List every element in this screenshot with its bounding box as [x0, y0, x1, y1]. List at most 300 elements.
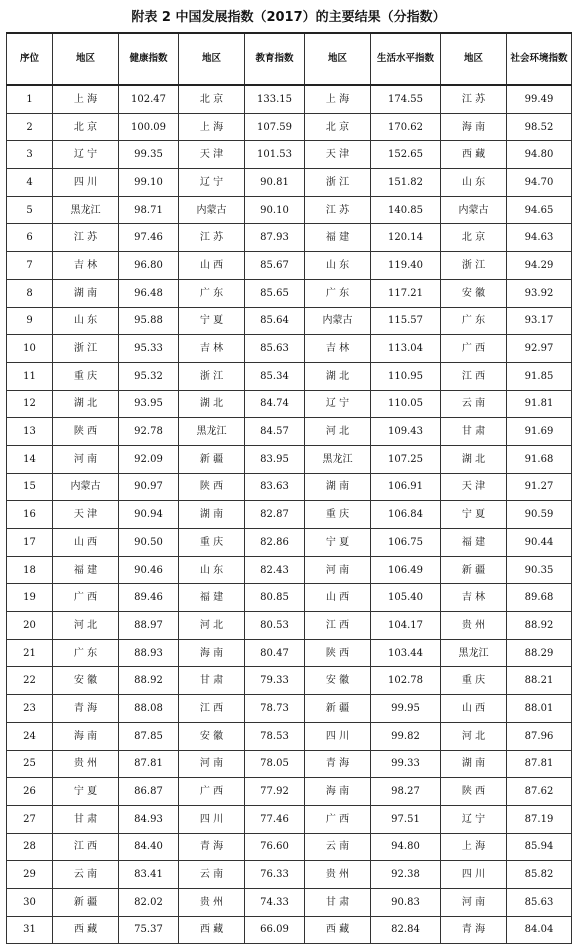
index-table	[6, 32, 572, 944]
region-cell: 青 海	[305, 750, 371, 778]
living-standard-index-cell: 170.62	[371, 113, 441, 141]
health-index-cell: 93.95	[119, 390, 179, 418]
region-cell: 甘 肃	[305, 888, 371, 916]
region-cell: 湖 南	[441, 750, 507, 778]
region-cell: 天 津	[305, 141, 371, 169]
region-cell: 西 藏	[305, 916, 371, 944]
rank-cell: 17	[7, 529, 53, 557]
region-cell: 江 苏	[441, 85, 507, 113]
education-index-cell: 90.81	[245, 169, 305, 197]
social-environment-index-cell: 87.62	[507, 778, 572, 806]
region-cell: 宁 夏	[305, 529, 371, 557]
region-cell: 江 西	[441, 362, 507, 390]
region-cell: 安 徽	[179, 722, 245, 750]
education-index-cell: 78.73	[245, 695, 305, 723]
region-cell: 吉 林	[305, 335, 371, 363]
region-cell: 青 海	[441, 916, 507, 944]
region-header: 地区	[441, 33, 507, 85]
education-index-cell: 107.59	[245, 113, 305, 141]
region-cell: 安 徽	[441, 279, 507, 307]
region-cell: 黑龙江	[179, 418, 245, 446]
region-cell: 新 疆	[53, 888, 119, 916]
rank-cell: 10	[7, 335, 53, 363]
social-environment-index-cell: 94.29	[507, 252, 572, 280]
education-index-header: 教育指数	[245, 33, 305, 85]
rank-cell: 2	[7, 113, 53, 141]
region-header: 地区	[53, 33, 119, 85]
rank-cell: 7	[7, 252, 53, 280]
living-standard-index-cell: 102.78	[371, 667, 441, 695]
social-environment-index-cell: 88.29	[507, 639, 572, 667]
education-index-cell: 80.53	[245, 612, 305, 640]
living-standard-index-cell: 94.80	[371, 833, 441, 861]
health-index-cell: 75.37	[119, 916, 179, 944]
region-cell: 湖 北	[53, 390, 119, 418]
region-cell: 陕 西	[53, 418, 119, 446]
social-environment-index-cell: 84.04	[507, 916, 572, 944]
social-environment-index-cell: 85.63	[507, 888, 572, 916]
region-cell: 江 西	[305, 612, 371, 640]
social-environment-index-cell: 88.92	[507, 612, 572, 640]
region-cell: 云 南	[441, 390, 507, 418]
table-header	[7, 33, 572, 85]
region-cell: 浙 江	[305, 169, 371, 197]
region-cell: 山 西	[305, 584, 371, 612]
living-standard-index-cell: 120.14	[371, 224, 441, 252]
table-title: 附表 2 中国发展指数（2017）的主要结果（分指数）	[131, 10, 446, 25]
social-environment-index-cell: 90.35	[507, 556, 572, 584]
region-cell: 贵 州	[179, 888, 245, 916]
region-cell: 山 东	[179, 556, 245, 584]
region-cell: 天 津	[179, 141, 245, 169]
health-index-cell: 98.71	[119, 196, 179, 224]
living-standard-index-cell: 104.17	[371, 612, 441, 640]
health-index-cell: 87.81	[119, 750, 179, 778]
region-cell: 内蒙古	[441, 196, 507, 224]
health-index-cell: 90.97	[119, 473, 179, 501]
region-cell: 山 东	[53, 307, 119, 335]
education-index-cell: 76.60	[245, 833, 305, 861]
social-environment-index-cell: 99.49	[507, 85, 572, 113]
region-cell: 广 西	[305, 805, 371, 833]
table-row	[7, 335, 572, 363]
region-cell: 山 西	[441, 695, 507, 723]
region-cell: 山 东	[305, 252, 371, 280]
education-index-cell: 83.63	[245, 473, 305, 501]
region-cell: 河 南	[53, 445, 119, 473]
health-index-cell: 83.41	[119, 861, 179, 889]
table-row	[7, 916, 572, 944]
region-cell: 海 南	[305, 778, 371, 806]
region-cell: 广 东	[305, 279, 371, 307]
region-cell: 湖 北	[441, 445, 507, 473]
education-index-cell: 83.95	[245, 445, 305, 473]
rank-cell: 19	[7, 584, 53, 612]
region-cell: 北 京	[305, 113, 371, 141]
rank-cell: 11	[7, 362, 53, 390]
rank-cell: 13	[7, 418, 53, 446]
living-standard-index-cell: 82.84	[371, 916, 441, 944]
education-index-cell: 79.33	[245, 667, 305, 695]
region-cell: 湖 南	[305, 473, 371, 501]
region-cell: 贵 州	[441, 612, 507, 640]
table-row	[7, 750, 572, 778]
table-row	[7, 362, 572, 390]
region-cell: 云 南	[53, 861, 119, 889]
social-environment-index-cell: 94.70	[507, 169, 572, 197]
education-index-cell: 101.53	[245, 141, 305, 169]
region-cell: 广 西	[179, 778, 245, 806]
education-index-cell: 84.57	[245, 418, 305, 446]
region-cell: 福 建	[53, 556, 119, 584]
living-standard-index-cell: 90.83	[371, 888, 441, 916]
social-environment-index-cell: 91.68	[507, 445, 572, 473]
region-cell: 甘 肃	[179, 667, 245, 695]
region-cell: 海 南	[179, 639, 245, 667]
region-cell: 辽 宁	[53, 141, 119, 169]
table-row	[7, 556, 572, 584]
region-cell: 四 川	[305, 722, 371, 750]
table-row	[7, 113, 572, 141]
region-cell: 上 海	[441, 833, 507, 861]
region-cell: 上 海	[179, 113, 245, 141]
rank-cell: 4	[7, 169, 53, 197]
region-cell: 重 庆	[53, 362, 119, 390]
region-cell: 湖 北	[305, 362, 371, 390]
social-environment-index-cell: 94.63	[507, 224, 572, 252]
rank-cell: 8	[7, 279, 53, 307]
region-cell: 陕 西	[441, 778, 507, 806]
region-cell: 海 南	[441, 113, 507, 141]
social-environment-index-cell: 89.68	[507, 584, 572, 612]
living-standard-index-cell: 99.95	[371, 695, 441, 723]
education-index-cell: 77.92	[245, 778, 305, 806]
region-cell: 河 北	[441, 722, 507, 750]
living-standard-index-cell: 106.91	[371, 473, 441, 501]
region-cell: 西 藏	[441, 141, 507, 169]
region-cell: 浙 江	[53, 335, 119, 363]
social-environment-index-cell: 90.59	[507, 501, 572, 529]
region-cell: 黑龙江	[305, 445, 371, 473]
education-index-cell: 82.43	[245, 556, 305, 584]
region-cell: 吉 林	[179, 335, 245, 363]
education-index-cell: 80.85	[245, 584, 305, 612]
health-index-cell: 95.33	[119, 335, 179, 363]
region-cell: 广 东	[53, 639, 119, 667]
living-standard-index-cell: 103.44	[371, 639, 441, 667]
living-standard-index-cell: 99.33	[371, 750, 441, 778]
table-body	[7, 85, 572, 944]
living-standard-index-header: 生活水平指数	[371, 33, 441, 85]
education-index-cell: 80.47	[245, 639, 305, 667]
region-cell: 湖 南	[179, 501, 245, 529]
region-cell: 四 川	[441, 861, 507, 889]
health-index-cell: 95.88	[119, 307, 179, 335]
region-cell: 云 南	[305, 833, 371, 861]
region-cell: 广 西	[441, 335, 507, 363]
health-index-cell: 84.93	[119, 805, 179, 833]
rank-cell: 5	[7, 196, 53, 224]
rank-cell: 20	[7, 612, 53, 640]
region-cell: 贵 州	[305, 861, 371, 889]
region-cell: 吉 林	[53, 252, 119, 280]
region-cell: 陕 西	[179, 473, 245, 501]
region-cell: 贵 州	[53, 750, 119, 778]
region-cell: 宁 夏	[179, 307, 245, 335]
health-index-cell: 100.09	[119, 113, 179, 141]
table-row	[7, 529, 572, 557]
living-standard-index-cell: 106.49	[371, 556, 441, 584]
education-index-cell: 87.93	[245, 224, 305, 252]
education-index-cell: 78.53	[245, 722, 305, 750]
social-environment-index-cell: 93.92	[507, 279, 572, 307]
region-cell: 安 徽	[53, 667, 119, 695]
table-row	[7, 85, 572, 113]
region-cell: 河 南	[441, 888, 507, 916]
social-environment-index-cell: 94.80	[507, 141, 572, 169]
region-cell: 浙 江	[441, 252, 507, 280]
social-environment-index-cell: 88.01	[507, 695, 572, 723]
table-row	[7, 584, 572, 612]
health-index-cell: 96.80	[119, 252, 179, 280]
region-cell: 宁 夏	[441, 501, 507, 529]
health-index-cell: 88.92	[119, 667, 179, 695]
region-cell: 四 川	[53, 169, 119, 197]
living-standard-index-cell: 113.04	[371, 335, 441, 363]
education-index-cell: 78.05	[245, 750, 305, 778]
region-cell: 四 川	[179, 805, 245, 833]
living-standard-index-cell: 99.82	[371, 722, 441, 750]
region-cell: 黑龙江	[441, 639, 507, 667]
health-index-cell: 88.08	[119, 695, 179, 723]
social-environment-index-cell: 87.19	[507, 805, 572, 833]
rank-header: 序位	[7, 33, 53, 85]
health-index-cell: 90.46	[119, 556, 179, 584]
table-row	[7, 805, 572, 833]
region-cell: 山 西	[53, 529, 119, 557]
region-cell: 福 建	[441, 529, 507, 557]
rank-cell: 14	[7, 445, 53, 473]
region-cell: 辽 宁	[441, 805, 507, 833]
region-cell: 山 西	[179, 252, 245, 280]
rank-cell: 25	[7, 750, 53, 778]
rank-cell: 21	[7, 639, 53, 667]
social-environment-index-cell: 88.21	[507, 667, 572, 695]
health-index-cell: 88.93	[119, 639, 179, 667]
health-index-cell: 84.40	[119, 833, 179, 861]
region-cell: 甘 肃	[53, 805, 119, 833]
region-cell: 内蒙古	[179, 196, 245, 224]
table-row	[7, 501, 572, 529]
table-row	[7, 667, 572, 695]
region-cell: 福 建	[305, 224, 371, 252]
table-row	[7, 833, 572, 861]
health-index-cell: 99.10	[119, 169, 179, 197]
rank-cell: 3	[7, 141, 53, 169]
living-standard-index-cell: 97.51	[371, 805, 441, 833]
table-row	[7, 695, 572, 723]
region-cell: 青 海	[53, 695, 119, 723]
social-environment-index-cell: 90.44	[507, 529, 572, 557]
health-index-header: 健康指数	[119, 33, 179, 85]
social-environment-index-cell: 98.52	[507, 113, 572, 141]
table-row	[7, 861, 572, 889]
table-row	[7, 778, 572, 806]
social-environment-index-cell: 91.81	[507, 390, 572, 418]
table-row	[7, 639, 572, 667]
education-index-cell: 77.46	[245, 805, 305, 833]
region-cell: 广 西	[53, 584, 119, 612]
region-cell: 上 海	[53, 85, 119, 113]
rank-cell: 30	[7, 888, 53, 916]
table-row	[7, 612, 572, 640]
region-cell: 重 庆	[179, 529, 245, 557]
health-index-cell: 92.09	[119, 445, 179, 473]
region-cell: 新 疆	[305, 695, 371, 723]
living-standard-index-cell: 140.85	[371, 196, 441, 224]
region-cell: 天 津	[53, 501, 119, 529]
region-cell: 西 藏	[179, 916, 245, 944]
living-standard-index-cell: 174.55	[371, 85, 441, 113]
region-cell: 吉 林	[441, 584, 507, 612]
social-environment-index-cell: 94.65	[507, 196, 572, 224]
rank-cell: 26	[7, 778, 53, 806]
health-index-cell: 97.46	[119, 224, 179, 252]
health-index-cell: 99.35	[119, 141, 179, 169]
region-cell: 福 建	[179, 584, 245, 612]
table-row	[7, 307, 572, 335]
education-index-cell: 76.33	[245, 861, 305, 889]
region-cell: 安 徽	[305, 667, 371, 695]
region-cell: 广 东	[441, 307, 507, 335]
social-environment-index-cell: 93.17	[507, 307, 572, 335]
living-standard-index-cell: 117.21	[371, 279, 441, 307]
health-index-cell: 96.48	[119, 279, 179, 307]
region-cell: 北 京	[53, 113, 119, 141]
region-cell: 辽 宁	[305, 390, 371, 418]
health-index-cell: 90.50	[119, 529, 179, 557]
region-header: 地区	[179, 33, 245, 85]
health-index-cell: 95.32	[119, 362, 179, 390]
health-index-cell: 86.87	[119, 778, 179, 806]
region-cell: 江 苏	[179, 224, 245, 252]
health-index-cell: 82.02	[119, 888, 179, 916]
living-standard-index-cell: 98.27	[371, 778, 441, 806]
living-standard-index-cell: 106.75	[371, 529, 441, 557]
region-cell: 河 北	[305, 418, 371, 446]
rank-cell: 22	[7, 667, 53, 695]
rank-cell: 12	[7, 390, 53, 418]
living-standard-index-cell: 110.95	[371, 362, 441, 390]
education-index-cell: 85.67	[245, 252, 305, 280]
rank-cell: 24	[7, 722, 53, 750]
rank-cell: 28	[7, 833, 53, 861]
table-row	[7, 722, 572, 750]
social-environment-index-header: 社会环境指数	[507, 33, 572, 85]
table-row	[7, 141, 572, 169]
region-cell: 山 东	[441, 169, 507, 197]
rank-cell: 9	[7, 307, 53, 335]
region-cell: 湖 北	[179, 390, 245, 418]
living-standard-index-cell: 115.57	[371, 307, 441, 335]
social-environment-index-cell: 87.81	[507, 750, 572, 778]
region-cell: 湖 南	[53, 279, 119, 307]
region-cell: 新 疆	[179, 445, 245, 473]
region-cell: 黑龙江	[53, 196, 119, 224]
table-row	[7, 473, 572, 501]
region-cell: 河 南	[305, 556, 371, 584]
living-standard-index-cell: 106.84	[371, 501, 441, 529]
health-index-cell: 92.78	[119, 418, 179, 446]
region-cell: 青 海	[179, 833, 245, 861]
social-environment-index-cell: 92.97	[507, 335, 572, 363]
health-index-cell: 90.94	[119, 501, 179, 529]
table-row	[7, 196, 572, 224]
social-environment-index-cell: 85.82	[507, 861, 572, 889]
table-row	[7, 169, 572, 197]
rank-cell: 27	[7, 805, 53, 833]
region-cell: 江 苏	[305, 196, 371, 224]
living-standard-index-cell: 152.65	[371, 141, 441, 169]
table-row	[7, 888, 572, 916]
rank-cell: 16	[7, 501, 53, 529]
region-cell: 新 疆	[441, 556, 507, 584]
rank-cell: 6	[7, 224, 53, 252]
region-cell: 北 京	[441, 224, 507, 252]
living-standard-index-cell: 109.43	[371, 418, 441, 446]
health-index-cell: 89.46	[119, 584, 179, 612]
region-cell: 浙 江	[179, 362, 245, 390]
education-index-cell: 82.87	[245, 501, 305, 529]
region-cell: 甘 肃	[441, 418, 507, 446]
region-cell: 陕 西	[305, 639, 371, 667]
education-index-cell: 84.74	[245, 390, 305, 418]
region-cell: 广 东	[179, 279, 245, 307]
region-cell: 河 北	[53, 612, 119, 640]
header-row	[7, 33, 572, 85]
region-cell: 宁 夏	[53, 778, 119, 806]
social-environment-index-cell: 91.27	[507, 473, 572, 501]
health-index-cell: 88.97	[119, 612, 179, 640]
table-row	[7, 279, 572, 307]
social-environment-index-cell: 91.85	[507, 362, 572, 390]
region-header: 地区	[305, 33, 371, 85]
rank-cell: 31	[7, 916, 53, 944]
region-cell: 辽 宁	[179, 169, 245, 197]
region-cell: 内蒙古	[305, 307, 371, 335]
education-index-cell: 85.65	[245, 279, 305, 307]
table-row	[7, 224, 572, 252]
table-row	[7, 390, 572, 418]
rank-cell: 1	[7, 85, 53, 113]
rank-cell: 18	[7, 556, 53, 584]
table-row	[7, 418, 572, 446]
education-index-cell: 66.09	[245, 916, 305, 944]
health-index-cell: 102.47	[119, 85, 179, 113]
region-cell: 重 庆	[305, 501, 371, 529]
education-index-cell: 82.86	[245, 529, 305, 557]
living-standard-index-cell: 110.05	[371, 390, 441, 418]
region-cell: 天 津	[441, 473, 507, 501]
region-cell: 西 藏	[53, 916, 119, 944]
social-environment-index-cell: 87.96	[507, 722, 572, 750]
living-standard-index-cell: 119.40	[371, 252, 441, 280]
education-index-cell: 74.33	[245, 888, 305, 916]
rank-cell: 23	[7, 695, 53, 723]
social-environment-index-cell: 91.69	[507, 418, 572, 446]
region-cell: 北 京	[179, 85, 245, 113]
region-cell: 江 西	[179, 695, 245, 723]
